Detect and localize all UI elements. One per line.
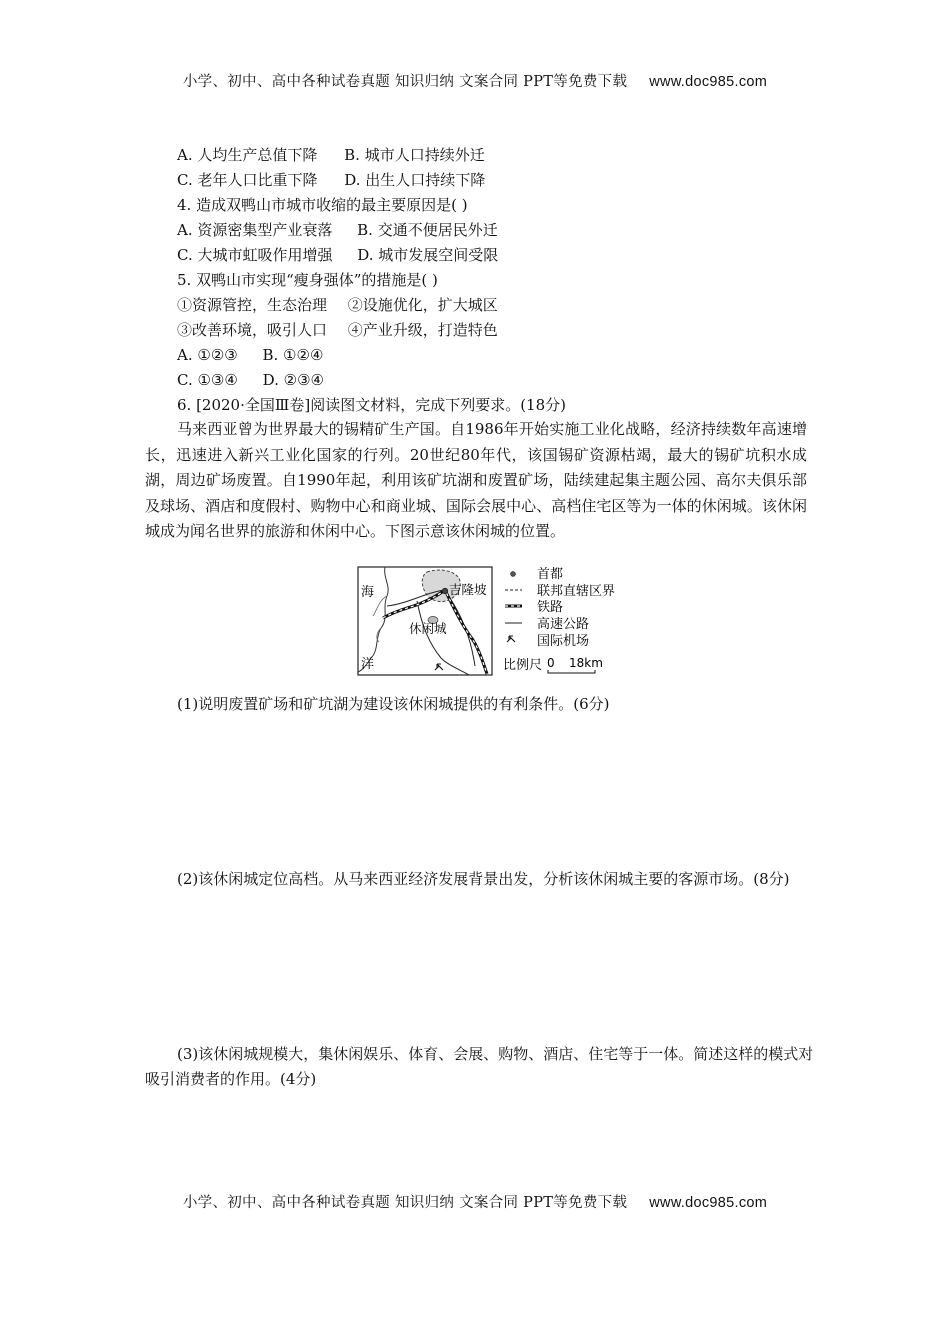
q6-sub1: (1)说明废置矿场和矿坑湖为建设该休闲城提供的有利条件。(6分) <box>177 695 610 713</box>
q5-options-row2 <box>177 370 324 390</box>
footer-text: 小学、初中、高中各种试卷真题 知识归纳 文案合同 PPT等免费下载 <box>182 1195 628 1211</box>
q3-option-c[interactable]: C. 老年人口比重下降 <box>177 171 318 189</box>
q5-item-3: ③改善环境，吸引人口 <box>177 321 328 339</box>
scale-zero: 0 <box>547 656 555 670</box>
legend-boundary-label: 联邦直辖区界 <box>537 584 616 599</box>
q4-stem: 4. 造成双鸭山市城市收缩的最主要原因是( ) <box>177 196 468 214</box>
q3-option-d[interactable]: D. 出生人口持续下降 <box>344 171 486 189</box>
q5-option-b[interactable]: B. ①②④ <box>262 346 324 364</box>
legend-capital-label: 首都 <box>537 567 564 582</box>
q3-option-b[interactable]: B. 城市人口持续外迁 <box>344 146 485 164</box>
q4-option-c[interactable]: C. 大城市虹吸作用增强 <box>177 246 333 264</box>
header-url[interactable]: www.doc985.com <box>649 74 768 90</box>
q5-option-a[interactable]: A. ①②③ <box>177 346 238 364</box>
q5-stem: 5. 双鸭山市实现“瘦身强体”的措施是( ) <box>177 271 438 289</box>
scale-bar <box>548 670 595 673</box>
q4-options-row2 <box>177 245 498 265</box>
q6-material: 马来西亚曾为世界最大的锡精矿生产国。自1986年开始实施工业化战略，经济持续数年高速增长，迅速进入新兴工业化国家的行列。20世纪80年代，该国锡矿资源枯竭，最大的锡矿坑积水成湖，周边矿场废置。自1990年起，利用该矿坑湖和废置矿场，陆续建起集主题公园、高尔夫俱乐部及球场、酒店和度假村、购物中心和商业城、国际会展中心、高档住宅区等为一体的休闲城。该休闲城成为闻名世界的旅游和休闲中心。下图示意该休闲城的位置。 <box>145 420 807 540</box>
q5-item-1: ①资源管控，生态治理 <box>177 296 328 314</box>
legend-capital-icon <box>511 572 516 577</box>
sea-label-bottom: 洋 <box>361 657 375 672</box>
q3-options-row1 <box>177 145 485 165</box>
q5-options-row1 <box>177 345 323 365</box>
q5-item-2: ②设施优化，扩大城区 <box>347 296 498 314</box>
legend-airport-icon <box>507 636 515 642</box>
page-footer <box>0 1191 950 1212</box>
map-legend <box>503 566 615 673</box>
q5-option-d[interactable]: D. ②③④ <box>262 371 324 389</box>
scale-label: 比例尺 <box>503 658 543 673</box>
q3-option-a[interactable]: A. 人均生产总值下降 <box>177 146 318 164</box>
legend-airport-label: 国际机场 <box>537 634 590 649</box>
footer-url[interactable]: www.doc985.com <box>649 1195 768 1211</box>
q5-items-row2 <box>177 320 498 340</box>
capital-label: 吉隆坡 <box>449 582 487 597</box>
q4-options-row1 <box>177 220 498 240</box>
q6-sub2: (2)该休闲城定位高档。从马来西亚经济发展背景出发，分析该休闲城主要的客源市场。(8分) <box>177 870 790 888</box>
scale-value: 18km <box>569 656 603 670</box>
q5-item-4: ④产业升级，打造特色 <box>347 321 498 339</box>
header-text: 小学、初中、高中各种试卷真题 知识归纳 文案合同 PPT等免费下载 <box>182 74 628 90</box>
location-map <box>357 566 633 676</box>
page-header <box>0 70 950 91</box>
sea-label-top: 海 <box>361 585 375 600</box>
q5-option-c[interactable]: C. ①③④ <box>177 371 238 389</box>
q4-option-d[interactable]: D. 城市发展空间受限 <box>357 246 499 264</box>
capital-marker <box>442 588 448 594</box>
q4-option-b[interactable]: B. 交通不便居民外迁 <box>357 221 498 239</box>
q4-option-a[interactable]: A. 资源密集型产业衰落 <box>177 221 333 239</box>
q6-stem: 6. [2020·全国Ⅲ卷]阅读图文材料，完成下列要求。(18分) <box>177 396 566 414</box>
city-label: 休闲城 <box>409 621 447 636</box>
legend-highway-label: 高速公路 <box>537 617 590 632</box>
q5-items-row1 <box>177 295 498 315</box>
q3-options-row2 <box>177 170 485 190</box>
legend-railway-label: 铁路 <box>537 600 564 615</box>
q6-sub3: (3)该休闲城规模大，集休闲娱乐、体育、会展、购物、酒店、住宅等于一体。简述这样的模式对吸引消费者的作用。(4分) <box>145 1045 814 1088</box>
